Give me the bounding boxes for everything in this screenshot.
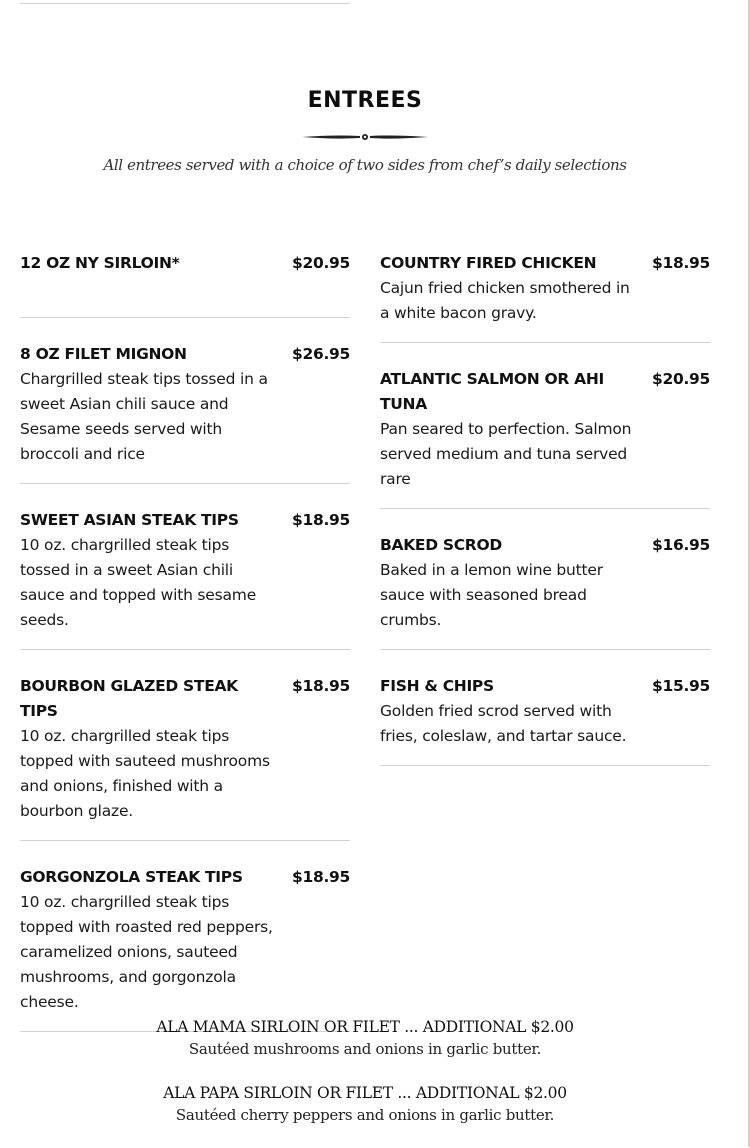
menu-item-spacer xyxy=(20,276,350,301)
menu-item-name: ATLANTIC SALMON OR AHI TUNA xyxy=(380,370,604,413)
menu-item-description: 10 oz. chargrilled steak tips topped with roasted red peppers, caramelized onions, sauteed mushrooms, and gorgonzola cheese. xyxy=(20,893,273,1011)
menu-item xyxy=(20,505,350,650)
menu-item-description: Pan seared to perfection. Salmon served medium and tuna served rare xyxy=(380,420,632,488)
menu-item-price: $18.95 xyxy=(291,511,350,529)
addon-description: Sautéed mushrooms and onions in garlic butter. xyxy=(188,1040,542,1058)
menu-item-price: $26.95 xyxy=(291,345,350,363)
menu-item-name: FISH & CHIPS xyxy=(380,677,494,695)
addon-description: Sautéed cherry peppers and onions in garlic butter. xyxy=(175,1106,555,1124)
menu-item xyxy=(380,364,710,509)
menu-item-price: $15.95 xyxy=(651,677,710,695)
menu-item xyxy=(380,530,710,650)
divider xyxy=(20,3,350,4)
menu-item-price: $18.95 xyxy=(651,254,710,272)
addon-title: ALA PAPA SIRLOIN OR FILET ... ADDITIONAL $2.00 xyxy=(163,1084,567,1102)
section-title: ENTREES xyxy=(307,88,423,113)
menu-item xyxy=(380,248,710,343)
menu-column-left xyxy=(20,248,350,1053)
menu-item xyxy=(20,339,350,484)
menu-item-name: BOURBON GLAZED STEAK TIPS xyxy=(20,677,238,720)
addon-option xyxy=(0,1016,730,1060)
menu-item-description: Cajun fried chicken smothered in a white bacon gravy. xyxy=(380,279,630,322)
menu-item-description: Chargrilled steak tips tossed in a sweet Asian chili sauce and Sesame seeds served with broccoli and rice xyxy=(20,370,268,463)
menu-item-price: $20.95 xyxy=(651,370,710,388)
menu-item xyxy=(20,862,350,1032)
addons-section xyxy=(0,1016,730,1148)
menu-item-description: 10 oz. chargrilled steak tips topped with sauteed mushrooms and onions, finished with a bourbon glaze. xyxy=(20,727,270,820)
menu-item-description: Baked in a lemon wine butter sauce with seasoned bread crumbs. xyxy=(380,561,603,629)
menu-item xyxy=(20,248,350,318)
menu-item-price: $20.95 xyxy=(291,254,350,272)
menu-item-description: 10 oz. chargrilled steak tips tossed in a sweet Asian chili sauce and topped with sesame seeds. xyxy=(20,536,257,629)
menu-item-name: BAKED SCROD xyxy=(380,536,502,554)
menu-item-name: COUNTRY FIRED CHICKEN xyxy=(380,254,597,272)
menu-item xyxy=(380,671,710,766)
menu-item xyxy=(20,671,350,841)
menu-item-name: SWEET ASIAN STEAK TIPS xyxy=(20,511,239,529)
menu-item-name: 8 OZ FILET MIGNON xyxy=(20,345,187,363)
menu-item-description: Golden fried scrod served with fries, coleslaw, and tartar sauce. xyxy=(380,702,627,745)
addon-option xyxy=(0,1082,730,1126)
menu-item-price: $18.95 xyxy=(291,868,350,886)
addon-title: ALA MAMA SIRLOIN OR FILET ... ADDITIONAL $2.00 xyxy=(156,1018,574,1036)
menu-item-name: GORGONZOLA STEAK TIPS xyxy=(20,868,243,886)
menu-item-price: $16.95 xyxy=(651,536,710,554)
menu-column-right xyxy=(380,248,710,787)
section-subtitle: All entrees served with a choice of two sides from chef’s daily selections xyxy=(103,156,627,174)
menu-item-price: $18.95 xyxy=(291,677,350,695)
ornament-divider-icon xyxy=(300,130,430,144)
menu-item-name: 12 OZ NY SIRLOIN* xyxy=(20,254,180,272)
